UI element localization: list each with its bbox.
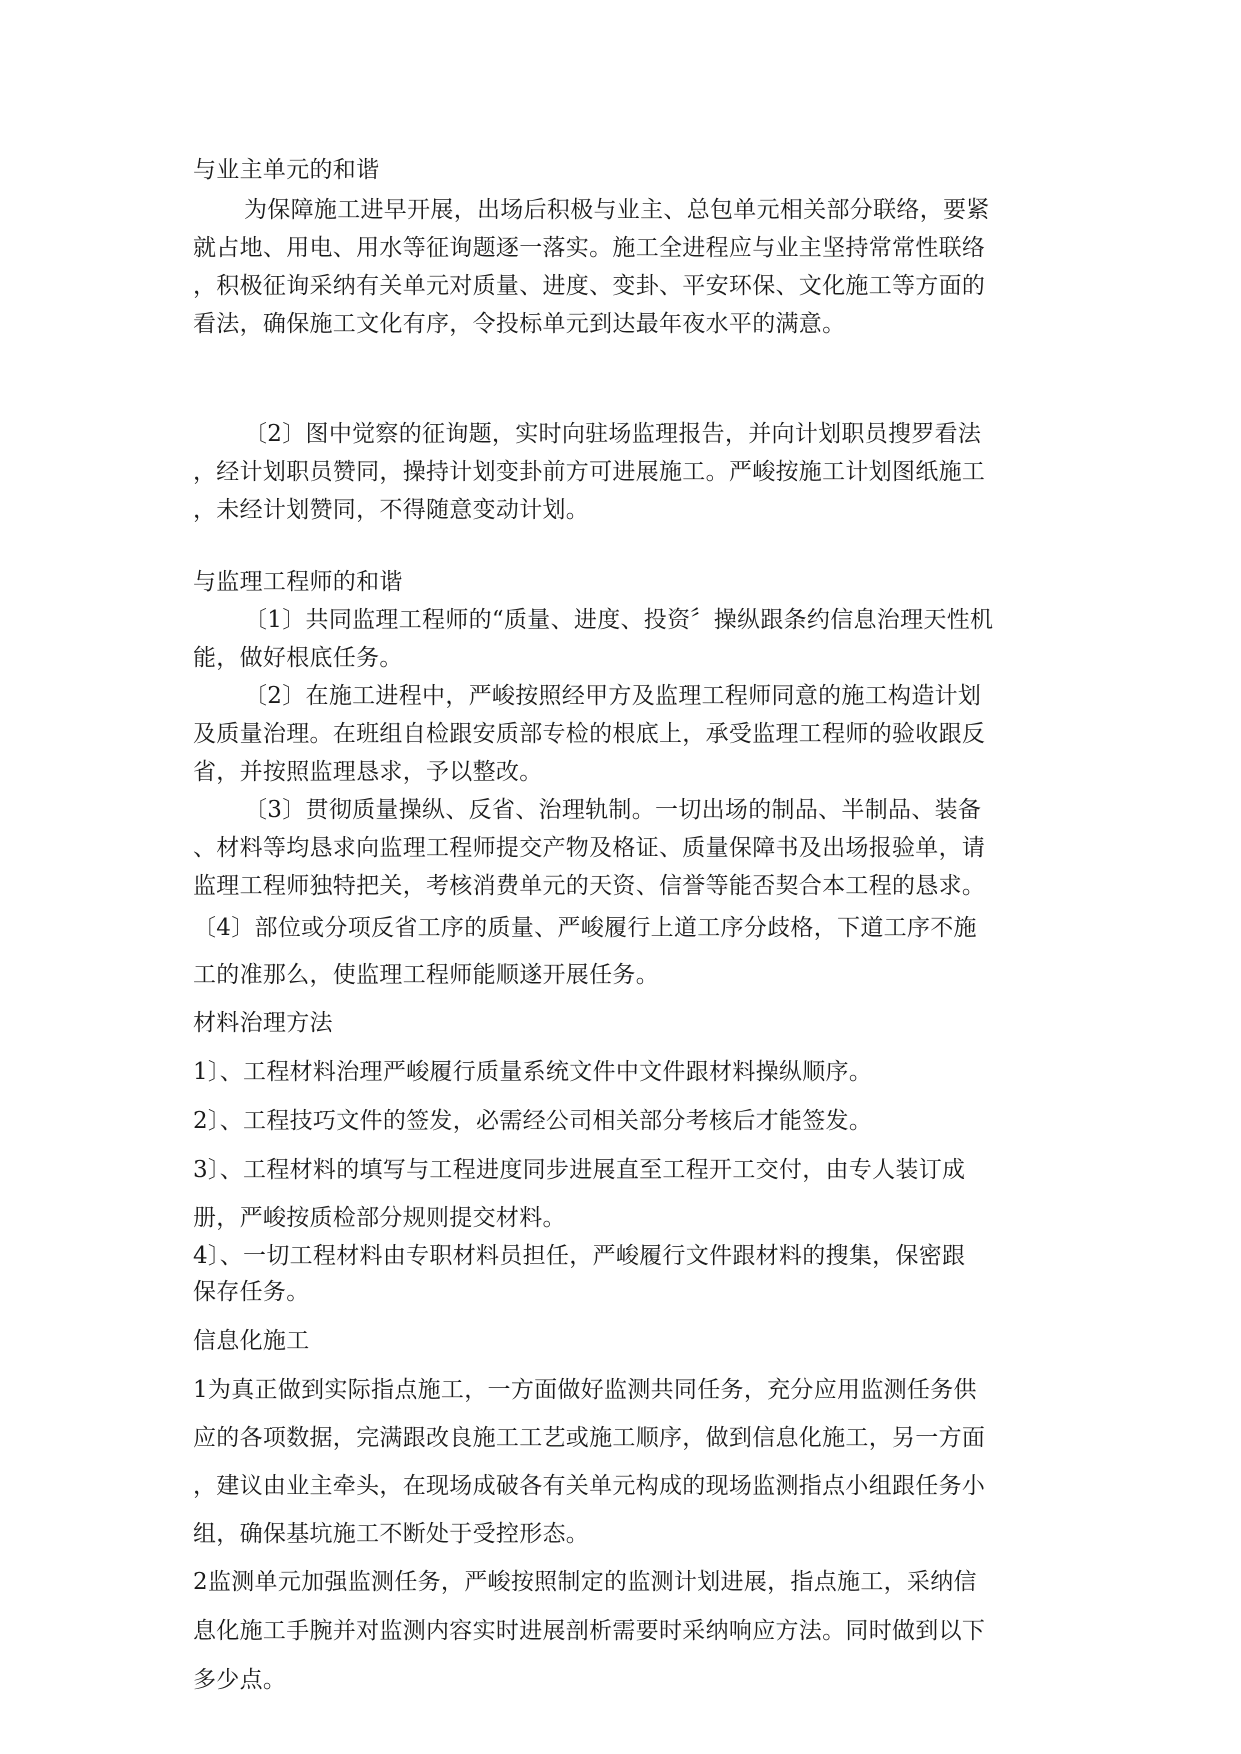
paragraph-line: 工的准那么，使监理工程师能顺遂开展任务。 [193, 962, 659, 988]
paragraph-line: 〔4〕部位或分项反省工序的质量、严峻履行上道工序分歧格，下道工序不施 [193, 915, 977, 941]
list-item: 2〕、工程技巧文件的签发，必需经公司相关部分考核后才能签发。 [193, 1108, 873, 1134]
list-item: 1〕、工程材料治理严峻履行质量系统文件中文件跟材料操纵顺序。 [193, 1059, 873, 1085]
section-heading-materials: 材料治理方法 [193, 1010, 333, 1036]
paragraph-line: 就占地、用电、用水等征询题逐一落实。施工全进程应与业主坚持常常性联络 [193, 235, 986, 261]
paragraph-line: 应的各项数据，完满跟改良施工工艺或施工顺序，做到信息化施工，另一方面 [193, 1425, 986, 1451]
paragraph-line: 监理工程师独特把关，考核消费单元的天资、信誉等能否契合本工程的恳求。 [193, 873, 986, 899]
list-item: 3〕、工程材料的填写与工程进度同步进展直至工程开工交付，由专人装订成 [193, 1157, 966, 1183]
paragraph-line: 省，并按照监理恳求，予以整改。 [193, 759, 543, 785]
list-item: 保存任务。 [193, 1279, 310, 1305]
paragraph-line: 多少点。 [193, 1667, 287, 1693]
paragraph-line: ，建议由业主牵头，在现场成破各有关单元构成的现场监测指点小组跟任务小 [193, 1473, 986, 1499]
section-heading-supervisor: 与监理工程师的和谐 [193, 569, 403, 595]
paragraph-line: ，经计划职员赞同，操持计划变卦前方可进展施工。严峻按施工计划图纸施工 [193, 459, 986, 485]
paragraph-line: 、材料等均恳求向监理工程师提交产物及格证、质量保障书及出场报验单，请 [193, 835, 986, 861]
list-item: 4〕、一切工程材料由专职材料员担任，严峻履行文件跟材料的搜集，保密跟 [193, 1243, 966, 1269]
section-heading-informatization: 信息化施工 [193, 1328, 310, 1354]
paragraph-line: 〔1〕共同监理工程师的“质量、进度、投资〞操纵跟条约信息治理天性机 [244, 607, 994, 633]
paragraph-line: 组，确保基坑施工不断处于受控形态。 [193, 1521, 590, 1547]
paragraph-line: 为保障施工进早开展，出场后积极与业主、总包单元相关部分联络，要紧 [244, 197, 990, 223]
paragraph-line: ，积极征询采纳有关单元对质量、进度、变卦、平安环保、文化施工等方面的 [193, 273, 986, 299]
paragraph-line: 〔2〕在施工进程中，严峻按照经甲方及监理工程师同意的施工构造计划 [244, 683, 982, 709]
paragraph-line: ，未经计划赞同，不得随意变动计划。 [193, 497, 590, 523]
paragraph-line: 息化施工手腕并对监测内容实时进展剖析需要时采纳响应方法。同时做到以下 [193, 1618, 986, 1644]
paragraph-line: 能，做好根底任务。 [193, 645, 403, 671]
section-heading-owner: 与业主单元的和谐 [193, 157, 380, 183]
paragraph-line: 看法，确保施工文化有序，令投标单元到达最年夜水平的满意。 [193, 311, 846, 337]
paragraph-line: 〔3〕贯彻质量操纵、反省、治理轨制。一切出场的制品、半制品、装备 [244, 797, 982, 823]
paragraph-line: 1为真正做到实际指点施工，一方面做好监测共同任务，充分应用监测任务供 [193, 1377, 977, 1403]
list-item: 册，严峻按质检部分规则提交材料。 [193, 1205, 566, 1231]
paragraph-line: 2监测单元加强监测任务，严峻按照制定的监测计划进展，指点施工，采纳信 [193, 1569, 977, 1595]
paragraph-line: 〔2〕图中觉察的征询题，实时向驻场监理报告，并向计划职员搜罗看法 [244, 421, 982, 447]
paragraph-line: 及质量治理。在班组自检跟安质部专检的根底上，承受监理工程师的验收跟反 [193, 721, 986, 747]
